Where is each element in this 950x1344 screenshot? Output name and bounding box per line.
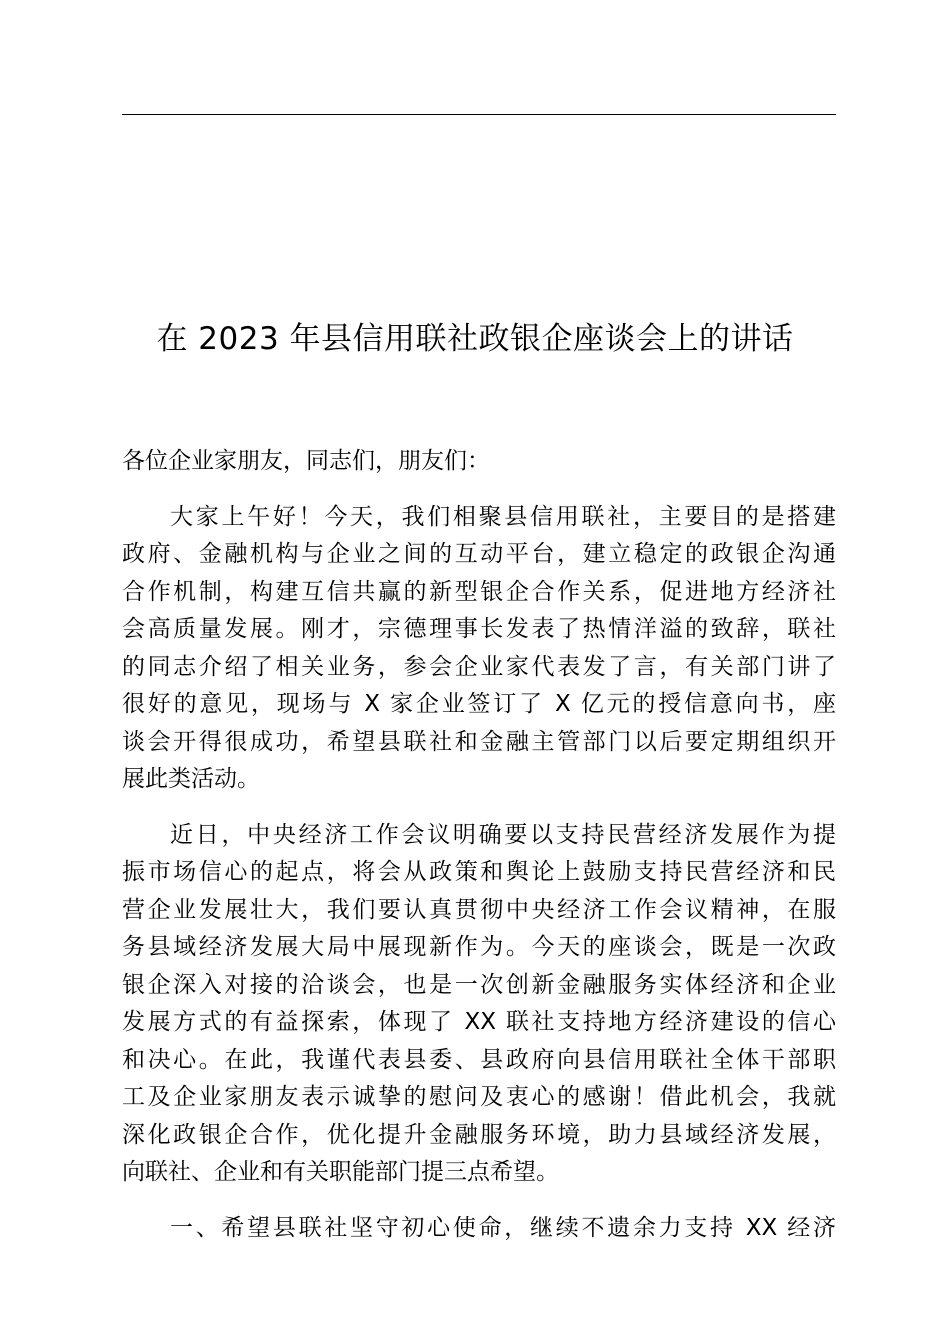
paragraph-line: 营企业发展壮大，我们要认真贯彻中央经济工作会议精神，在服 bbox=[122, 896, 836, 923]
paragraph-1 bbox=[122, 499, 836, 799]
paragraph-line: 谈会开得很成功，希望县联社和金融主管部门以后要定期组织开 bbox=[122, 728, 836, 755]
paragraph-line: 会高质量发展。刚才，宗德理事长发表了热情洋溢的致辞，联社 bbox=[122, 616, 836, 642]
paragraph-line: 工及企业家朋友表示诚挚的慰问及衷心的感谢！借此机会，我就 bbox=[122, 1084, 836, 1110]
document-title: 在 2023 年县信用联社政银企座谈会上的讲话 bbox=[156, 321, 794, 357]
paragraph-line: 大家上午好！今天，我们相聚县信用联社，主要目的是搭建 bbox=[170, 503, 836, 530]
paragraph-line: 深化政银企合作，优化提升金融服务环境，助力县域经济发展， bbox=[122, 1121, 836, 1148]
header-rule bbox=[122, 114, 836, 115]
paragraph-2 bbox=[122, 817, 836, 1192]
paragraph-line: 和决心。在此，我谨代表县委、县政府向县信用联社全体干部职 bbox=[122, 1046, 836, 1073]
paragraph-line: 的同志介绍了相关业务，参会企业家代表发了言，有关部门讲了 bbox=[122, 653, 836, 680]
paragraph-3 bbox=[122, 1210, 836, 1248]
paragraph-line: 合作机制，构建互信共赢的新型银企合作关系，促进地方经济社 bbox=[122, 578, 836, 605]
paragraph-line: 发展方式的有益探索，体现了 XX 联社支持地方经济建设的信心 bbox=[122, 1009, 836, 1035]
paragraph-line: 展此类活动。 bbox=[122, 766, 260, 792]
paragraph-line: 政府、金融机构与企业之间的互动平台，建立稳定的政银企沟通 bbox=[122, 541, 836, 567]
paragraph-line: 一、希望县联社坚守初心使命，继续不遗余力支持 XX 经济 bbox=[170, 1214, 836, 1241]
paragraph-line: 银企深入对接的洽谈会，也是一次创新金融服务实体经济和企业 bbox=[122, 971, 836, 998]
salutation: 各位企业家朋友，同志们，朋友们： bbox=[122, 448, 490, 474]
document-body bbox=[122, 443, 836, 1247]
paragraph-line: 近日，中央经济工作会议明确要以支持民营经济发展作为提 bbox=[170, 821, 836, 848]
paragraph-line: 很好的意见，现场与 X 家企业签订了 X 亿元的授信意向书，座 bbox=[122, 691, 836, 717]
paragraph-line: 向联社、企业和有关职能部门提三点希望。 bbox=[122, 1159, 559, 1185]
paragraph-line: 务县域经济发展大局中展现新作为。今天的座谈会，既是一次政 bbox=[122, 934, 836, 960]
paragraph-line: 振市场信心的起点，将会从政策和舆论上鼓励支持民营经济和民 bbox=[122, 859, 836, 885]
